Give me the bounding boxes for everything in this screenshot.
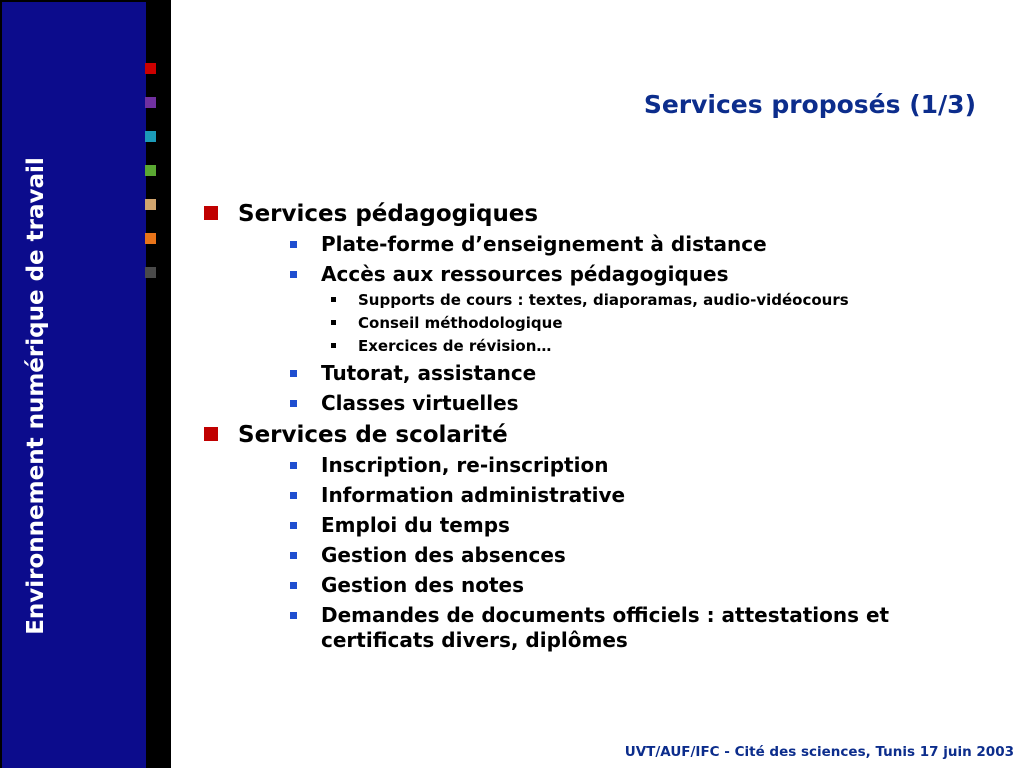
square-bullet-icon xyxy=(204,427,218,441)
color-swatch xyxy=(145,267,156,278)
square-bullet-icon xyxy=(290,552,297,559)
list-item xyxy=(284,361,981,386)
item-label: Information administrative xyxy=(321,483,626,507)
list-item xyxy=(284,603,981,653)
list-item xyxy=(284,453,981,478)
item-label: Exercices de révision… xyxy=(358,337,552,355)
item-label: Emploi du temps xyxy=(321,513,510,537)
bullet-list xyxy=(201,200,981,653)
sub-list xyxy=(238,453,981,653)
list-item xyxy=(284,391,981,416)
list-item xyxy=(321,336,981,356)
item-label: Demandes de documents officiels : attestations et certificats divers, diplômes xyxy=(321,603,890,652)
item-label: Accès aux ressources pédagogiques xyxy=(321,262,729,286)
list-item xyxy=(284,483,981,508)
section-item xyxy=(201,421,981,653)
sub-list xyxy=(238,232,981,416)
square-bullet-icon xyxy=(290,370,297,377)
item-label: Conseil méthodologique xyxy=(358,314,563,332)
square-bullet-icon xyxy=(290,271,297,278)
color-swatch xyxy=(145,97,156,108)
square-bullet-icon xyxy=(331,343,336,348)
square-bullet-icon xyxy=(204,206,218,220)
sidebar-band xyxy=(0,0,146,768)
list-item xyxy=(284,573,981,598)
slide-title: Services proposés (1/3) xyxy=(643,90,976,119)
item-label: Inscription, re-inscription xyxy=(321,453,609,477)
item-label: Plate-forme d’enseignement à distance xyxy=(321,232,767,256)
square-bullet-icon xyxy=(290,241,297,248)
item-label: Tutorat, assistance xyxy=(321,361,537,385)
square-bullet-icon xyxy=(290,522,297,529)
square-bullet-icon xyxy=(290,492,297,499)
list-item xyxy=(284,232,981,257)
sidebar-black-strip xyxy=(146,0,171,768)
item-label: Classes virtuelles xyxy=(321,391,519,415)
sub-sub-list xyxy=(321,290,981,356)
list-item xyxy=(321,313,981,333)
color-swatch xyxy=(145,165,156,176)
square-bullet-icon xyxy=(331,297,336,302)
color-swatch xyxy=(145,199,156,210)
section-label: Services pédagogiques xyxy=(238,201,539,227)
item-label: Supports de cours : textes, diaporamas, audio-vidéocours xyxy=(358,291,849,309)
footer-text: UVT/AUF/IFC - Cité des sciences, Tunis 17 juin 2003 xyxy=(624,744,1014,760)
section-item xyxy=(201,200,981,416)
square-bullet-icon xyxy=(290,400,297,407)
list-item xyxy=(284,543,981,568)
color-swatch xyxy=(145,63,156,74)
list-item xyxy=(321,290,981,310)
square-bullet-icon xyxy=(290,462,297,469)
color-swatch xyxy=(145,233,156,244)
color-swatch xyxy=(145,131,156,142)
list-item xyxy=(284,513,981,538)
item-label: Gestion des absences xyxy=(321,543,566,567)
item-label: Gestion des notes xyxy=(321,573,524,597)
square-bullet-icon xyxy=(331,320,336,325)
slide-content xyxy=(201,200,981,658)
square-bullet-icon xyxy=(290,612,297,619)
square-bullet-icon xyxy=(290,582,297,589)
list-item xyxy=(284,262,981,356)
section-label: Services de scolarité xyxy=(238,422,508,448)
sidebar-title: Environnement numérique de travail xyxy=(23,157,49,635)
